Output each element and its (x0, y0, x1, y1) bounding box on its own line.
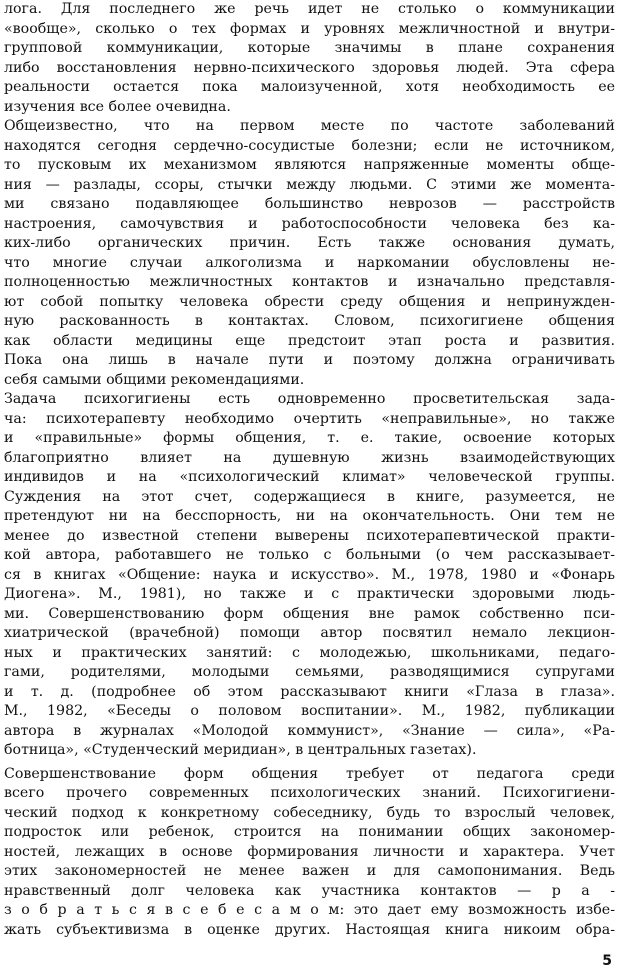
text-line: этих закономерностей не менее важен и для самопонимания. Ведь (4, 863, 615, 879)
text-line: Задача психогигиены есть одновременно просветительская зада- (4, 391, 615, 407)
paragraph-2 (4, 117, 615, 390)
text-line: нравственный долг человека как участника контактов — р а - (4, 882, 615, 899)
text-line: всего прочего современных психологических знаний. Психогигиени- (4, 785, 615, 801)
text-line: то пусковым их механизмом являются напряженные моменты обще- (4, 157, 615, 173)
paragraph-4 (4, 765, 615, 941)
text-line: изучения все более очевидна. (4, 98, 231, 115)
text-line: Совершенствование форм общения требует от педагога среди (4, 765, 615, 782)
page-number: 5 (602, 953, 612, 969)
text-line: групповой коммуникации, которые значимы в плане сохранения (4, 40, 615, 56)
text-line: либо восстановления нервно-психического здоровья людей. Эта сфера (4, 59, 615, 76)
text-line: реальности остается пока малоизученной, хотя необходимость ее (4, 79, 615, 95)
text-line: Диогена». М., 1981), но также и с практически здоровыми людь- (4, 586, 615, 602)
text-line: ми связано подавляющее большинство неврозов — расстройств (4, 196, 615, 212)
paragraph-1 (4, 0, 615, 117)
text-line: себя самыми общими рекомендациями. (4, 371, 305, 388)
text-line: лога. Для последнего же речь идет не столько о коммуникации (4, 1, 615, 17)
text-line: ческий подход к конкретному собеседнику, будь то взрослый человек, (4, 804, 615, 821)
text-line: ных и практических занятий: с молодежью, школьниками, педаго- (4, 644, 615, 661)
text-line: подросток или ребенок, строится на понимании общих закономер- (4, 824, 615, 840)
text-line: ся в книгах «Общение: наука и искусство». М., 1978, 1980 и «Фонарь (4, 566, 615, 583)
text-line: и «правильные» формы общения, т. е. такие, освоение которых (4, 430, 615, 446)
text-line: ча: психотерапевту необходимо очертить «неправильные», но также (4, 410, 615, 427)
paragraph-3 (4, 390, 615, 761)
book-page (4, 0, 615, 940)
text-line: менее до известной степени выверены психотерапевтической практи- (4, 527, 615, 544)
text-line: ют собой попытку человека обрести среду общения и непринужден- (4, 293, 615, 310)
text-line: М., 1982, «Беседы о половом воспитании». М., 1982, публикации (4, 703, 615, 719)
text-line: Суждения на этот счет, содержащиеся в книге, разумеется, не (4, 488, 615, 505)
text-line: Общеизвестно, что на первом месте по частоте заболеваний (4, 118, 615, 134)
text-line: как области медицины еще предстоит этап роста и развития. (4, 332, 615, 349)
text-line: жать субъективизма в оценке других. Настоящая книга никоим обра- (4, 921, 615, 938)
text-line: ми. Совершенствованию форм общения вне рамок собственно пси- (4, 605, 615, 622)
text-line: хиатрической (врачебной) помощи автор посвятил немало лекцион- (4, 625, 615, 641)
text-line: кой автора, работавшего не только с больными (о чем рассказывает- (4, 547, 615, 563)
text-line: индивидов и на «психологический климат» человеческой группы. (4, 469, 615, 485)
text-line: з о б р а т ь с я в с е б е с а м о м: это дает ему возможность избе- (4, 902, 615, 918)
text-line: что многие случаи алкоголизма и наркомании обусловлены не- (4, 254, 615, 271)
text-line: гами, родителями, молодыми семьями, разводящимися супругами (4, 664, 615, 680)
text-line: ния — разлады, ссоры, стычки между людьми. С этими же момента- (4, 176, 615, 193)
text-line: Пока она лишь в начале пути и поэтому должна ограничивать (4, 352, 615, 368)
text-line: ную раскованность в контактах. Словом, психогигиене общения (4, 313, 615, 329)
text-line: «вообще», сколько о тех формах и уровнях межличностной и внутри- (4, 20, 615, 37)
text-line: ностей, лежащих в основе формирования личности и характера. Учет (4, 843, 615, 860)
text-line: автора в журналах «Молодой коммунист», «Знание — сила», «Ра- (4, 722, 615, 739)
text-line: ких-либо органических причин. Есть также основания думать, (4, 235, 615, 251)
text-line: и т. д. (подробнее об этом рассказывают книги «Глаза в глаза». (4, 683, 615, 700)
text-line: находятся сегодня сердечно-сосудистые болезни; если не источником, (4, 137, 615, 154)
text-line: полноценностью межличностных контактов и изначально представля- (4, 274, 615, 290)
text-line: благоприятно влияет на душевную жизнь взаимодействующих (4, 449, 615, 466)
text-line: претендуют ни на бесспорность, ни на окончательность. Они тем не (4, 508, 615, 524)
text-line: ботница», «Студенческий меридиан», в центральных газетах). (4, 742, 477, 758)
text-line: настроения, самочувствия и работоспособности человека без ка- (4, 215, 615, 232)
